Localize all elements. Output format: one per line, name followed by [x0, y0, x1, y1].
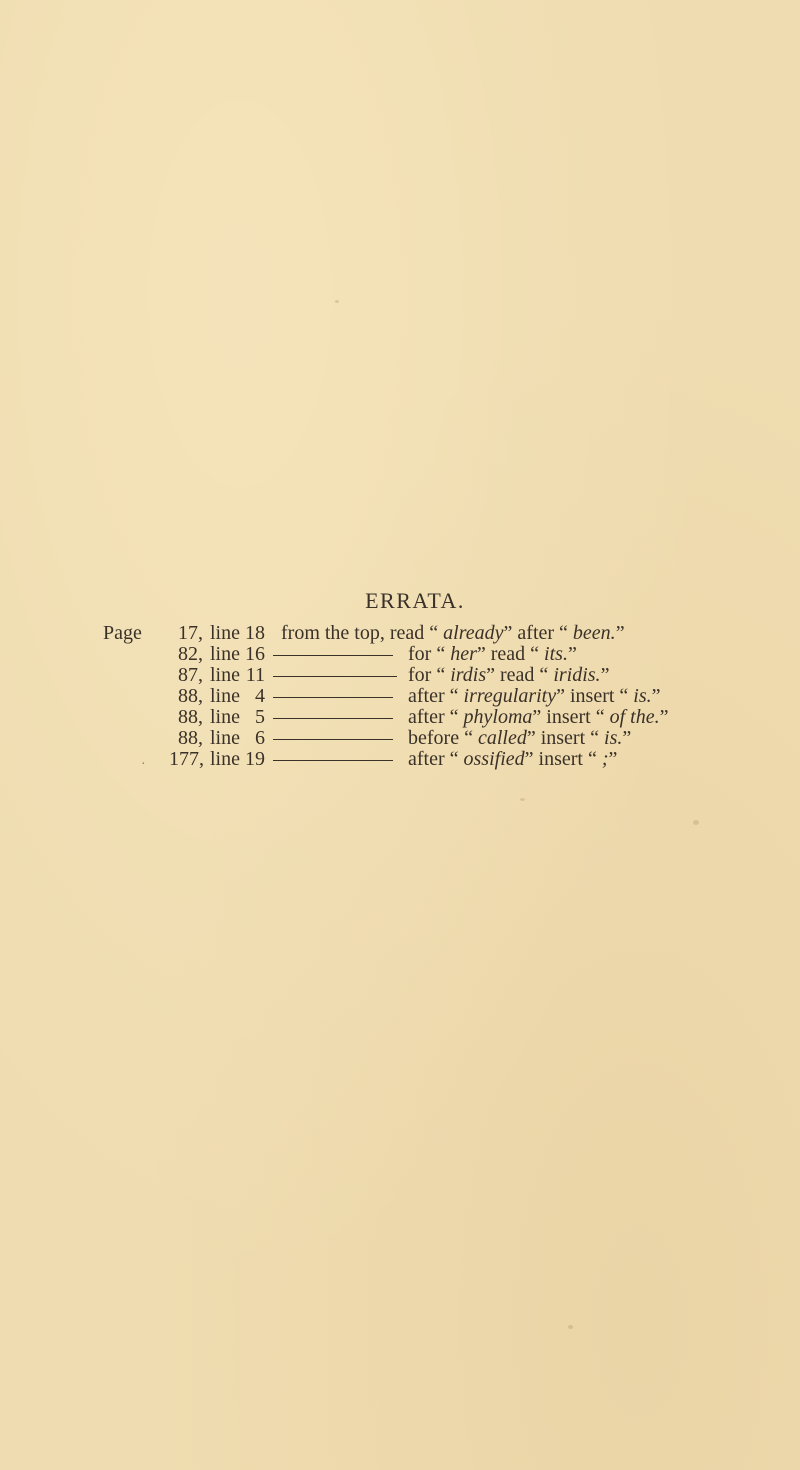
correction-part: ” read “: [486, 664, 554, 686]
paper-blemish: [335, 300, 339, 303]
correction-text: [408, 643, 577, 666]
correction-part: read “: [389, 622, 444, 644]
correction-italic: her: [450, 643, 477, 665]
correction-part: after “: [408, 685, 464, 707]
entry-reference: [169, 664, 265, 687]
errata-title: ERRATA.: [365, 588, 465, 613]
line-number: 19: [245, 748, 265, 770]
correction-italic: ;: [601, 748, 609, 770]
correction-italic: already: [443, 622, 504, 644]
correction-part: ” insert “: [556, 685, 634, 707]
leader-rule: [273, 697, 393, 698]
errata-entry: [0, 685, 800, 706]
entry-reference: [169, 727, 265, 750]
correction-part: ”: [600, 664, 610, 686]
correction-part: ” after “: [503, 622, 573, 644]
line-word: line: [210, 685, 240, 707]
entry-reference: [169, 622, 265, 645]
entry-reference: [169, 643, 265, 666]
correction-italic: of the.: [609, 706, 660, 728]
page-number: 88,: [178, 727, 203, 749]
line-number: 18: [245, 622, 265, 644]
correction-part: ” insert “: [526, 727, 605, 749]
entry-reference: [169, 748, 265, 771]
correction-italic: is.: [633, 685, 652, 707]
correction-italic: is.: [604, 727, 623, 749]
correction-part: before “: [408, 727, 478, 749]
entry-first-line-text: [281, 622, 625, 645]
correction-part: ”: [659, 706, 669, 728]
correction-text: [408, 685, 661, 708]
correction-italic: been.: [572, 622, 616, 644]
correction-part: after “: [408, 706, 464, 728]
line-number: 16: [245, 643, 265, 665]
correction-italic: irdis: [450, 664, 487, 686]
correction-part: ” insert “: [524, 748, 602, 770]
correction-italic: irregularity: [463, 685, 557, 707]
line-word: line: [210, 643, 240, 665]
errata-entry: [0, 664, 800, 685]
page-number: 17,: [178, 622, 203, 644]
paper-blemish: [693, 820, 699, 825]
correction-text: [408, 748, 617, 771]
correction-part: ”: [567, 643, 577, 665]
correction-part: after “: [408, 748, 464, 770]
correction-part: for “: [408, 643, 451, 665]
correction-italic: iridis.: [553, 664, 601, 686]
leader-rule: [273, 718, 393, 719]
leader-rule: [273, 655, 393, 656]
line-number: 11: [245, 664, 265, 686]
correction-part: ”: [622, 727, 632, 749]
correction-italic: phyloma: [463, 706, 533, 728]
leader-rule: [273, 739, 393, 740]
correction-text: [408, 706, 668, 729]
entry-reference: [169, 706, 265, 729]
line-word: line: [210, 748, 240, 770]
correction-text: [408, 664, 609, 687]
entry-reference: [169, 685, 265, 708]
errata-entry: [0, 622, 800, 643]
correction-text: [390, 622, 625, 644]
correction-part: ”: [651, 685, 661, 707]
correction-italic: called: [477, 727, 527, 749]
page-prefix: Page: [103, 622, 142, 644]
line-word: line: [210, 706, 240, 728]
correction-part: for “: [408, 664, 451, 686]
page-number: 88,: [178, 706, 203, 728]
line-number: 5: [255, 706, 265, 728]
errata-entry: [0, 748, 800, 772]
page-number: 177,: [169, 748, 204, 770]
correction-part: ”: [615, 622, 625, 644]
paper-blemish: [568, 1325, 573, 1329]
errata-entry: [0, 727, 800, 748]
line-word: line: [210, 664, 240, 686]
line-number: 6: [255, 727, 265, 749]
line-number: 4: [255, 685, 265, 707]
correction-part: ” insert “: [532, 706, 610, 728]
errata-list: [0, 622, 800, 772]
line-word: line: [210, 622, 240, 644]
page-number: 88,: [178, 685, 203, 707]
errata-entry: [0, 706, 800, 727]
location-note: from the top,: [281, 622, 385, 644]
errata-entry: [0, 643, 800, 664]
paper-blemish: [520, 798, 525, 801]
line-word: line: [210, 727, 240, 749]
correction-text: [408, 727, 631, 750]
leader-rule: [273, 676, 397, 677]
correction-part: ” read “: [476, 643, 545, 665]
page-number: 82,: [178, 643, 203, 665]
page-number: 87,: [178, 664, 203, 686]
correction-italic: ossified: [463, 748, 525, 770]
correction-italic: its.: [544, 643, 568, 665]
margin-mark: ·: [141, 757, 146, 772]
leader-rule: [273, 760, 393, 761]
correction-part: ”: [608, 748, 618, 770]
